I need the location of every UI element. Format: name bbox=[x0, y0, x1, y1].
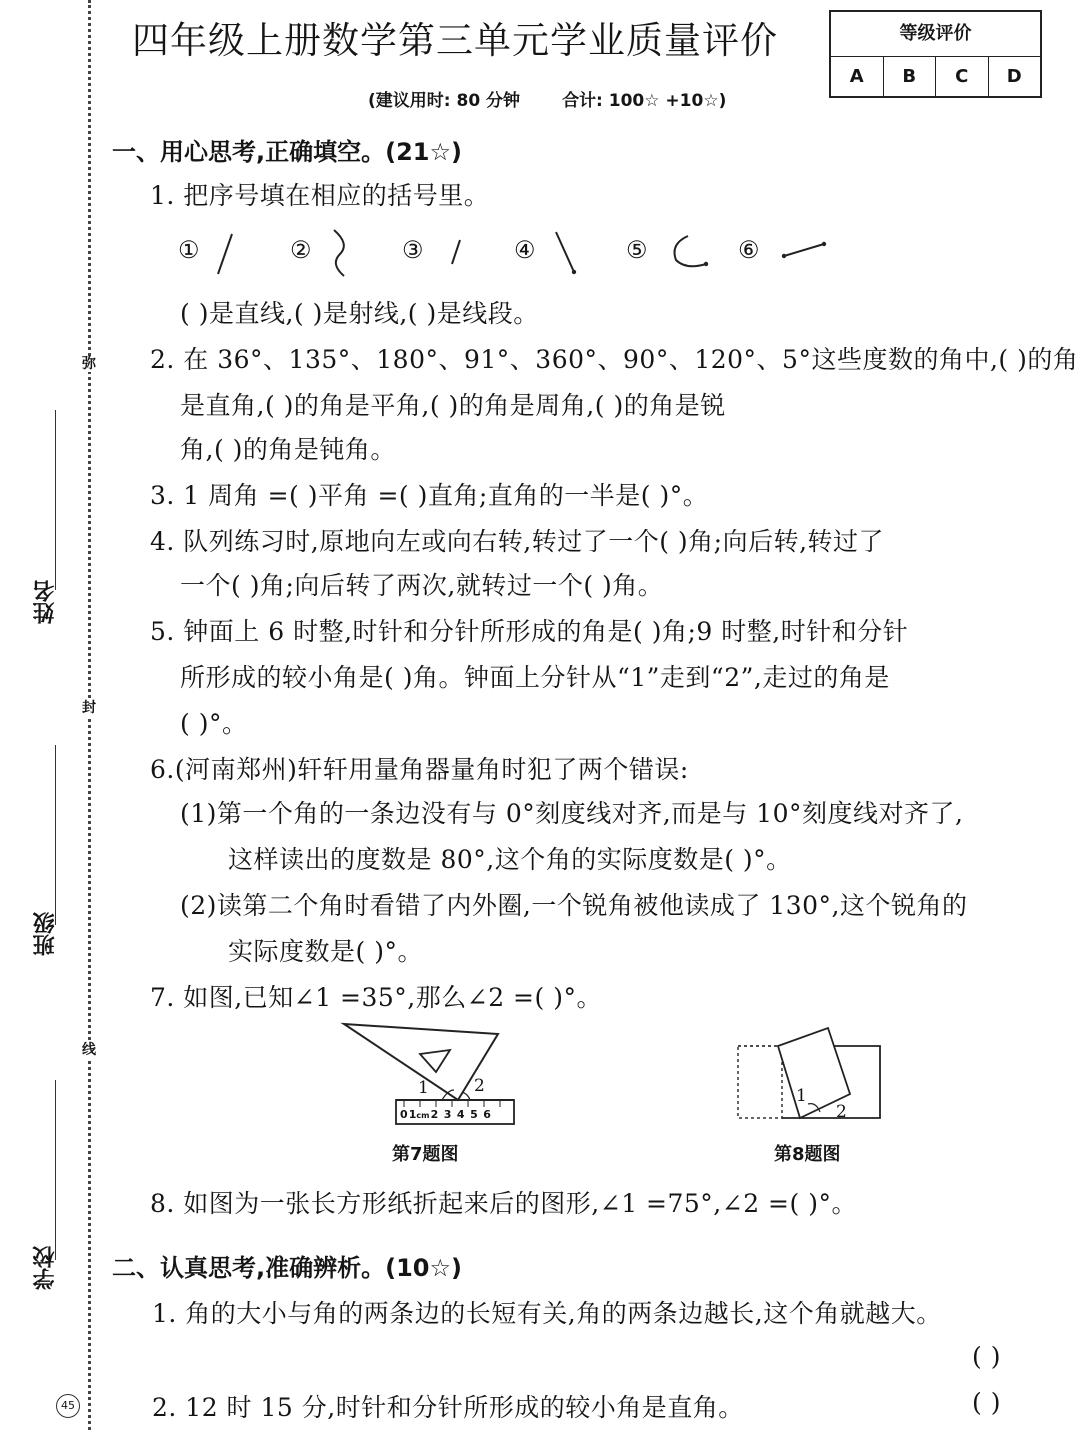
q6-part2-line1: (2)读第二个角时看错了内外圈,一个锐角被他读成了 130°,这个锐角的 bbox=[180, 891, 968, 920]
q1-option-4: ④ bbox=[514, 236, 536, 264]
grade-cell-a[interactable]: A bbox=[831, 57, 884, 97]
s2-q2-answer[interactable]: ( ) bbox=[972, 1388, 1001, 1417]
grade-cell-b[interactable]: B bbox=[884, 57, 937, 97]
grade-title: 等级评价 bbox=[831, 12, 1040, 57]
q1-prompt: 1. 把序号填在相应的括号里。 bbox=[150, 181, 490, 210]
q1-answer-line[interactable]: ( )是直线,( )是射线,( )是线段。 bbox=[180, 299, 539, 328]
q7-text[interactable]: 7. 如图,已知∠1 =35°,那么∠2 =( )°。 bbox=[150, 983, 602, 1012]
school-label: 学校 bbox=[33, 1246, 58, 1290]
seal-char-1: 弥 bbox=[79, 356, 99, 372]
q6-part2-line2[interactable]: 实际度数是( )°。 bbox=[228, 937, 423, 966]
q5-line2[interactable]: 所形成的较小角是( )角。钟面上分针从“1”走到“2”,走过的角是 bbox=[180, 663, 890, 692]
q6-part1-line1: (1)第一个角的一条边没有与 0°刻度线对齐,而是与 10°刻度线对齐了, bbox=[180, 799, 964, 828]
q1-option-2: ② bbox=[290, 236, 312, 264]
q1-option-5: ⑤ bbox=[626, 236, 648, 264]
ruler-tick: cm bbox=[416, 1111, 430, 1120]
ruler-tick: 2 bbox=[430, 1108, 439, 1121]
fig8-diagram bbox=[736, 1024, 886, 1124]
grade-cell-d[interactable]: D bbox=[1006, 66, 1022, 87]
q3-text[interactable]: 3. 1 周角 =( )平角 =( )直角;直角的一半是( )°。 bbox=[150, 481, 709, 510]
s2-q1-text: 1. 角的大小与角的两条边的长短有关,角的两条边越长,这个角就越大。 bbox=[152, 1299, 942, 1328]
exam-info bbox=[368, 86, 726, 111]
q5-line1[interactable]: 5. 钟面上 6 时整,时针和分针所形成的角是( )角;9 时整,时针和分针 bbox=[150, 617, 909, 646]
grade-box bbox=[829, 10, 1042, 98]
total-score: 合计: 100☆ +10☆) bbox=[562, 91, 727, 111]
q1-option-6: ⑥ bbox=[738, 236, 760, 264]
ruler-tick: 3 bbox=[443, 1108, 452, 1121]
seal-char-3: 线 bbox=[79, 1042, 99, 1058]
arc-icon bbox=[666, 234, 712, 270]
seal-char-2: 封 bbox=[79, 700, 99, 716]
fig7-ruler-labels bbox=[400, 1108, 491, 1121]
q5-line3[interactable]: ( )°。 bbox=[180, 709, 248, 738]
ruler-tick: 1 bbox=[408, 1108, 417, 1121]
q2-line1[interactable]: 2. 在 36°、135°、180°、91°、360°、90°、120°、5°这些度数的角中,( )的角 bbox=[150, 345, 1079, 374]
q6-part1-line2[interactable]: 这样读出的度数是 80°,这个角的实际度数是( )°。 bbox=[228, 845, 792, 874]
fig7-angle2-label: 2 bbox=[474, 1076, 485, 1096]
q6-intro: 6.(河南郑州)轩轩用量角器量角时犯了两个错误: bbox=[150, 755, 689, 784]
straight-line-icon bbox=[212, 232, 242, 276]
class-fill-line[interactable] bbox=[55, 745, 56, 925]
segment-icon bbox=[446, 238, 466, 268]
time-hint: (建议用时: 80 分钟 bbox=[368, 91, 521, 111]
q4-line1[interactable]: 4. 队列练习时,原地向左或向右转,转过了一个( )角;向后转,转过了 bbox=[150, 527, 885, 556]
ruler-tick: 0 bbox=[400, 1108, 408, 1121]
school-fill-line[interactable] bbox=[55, 1080, 56, 1260]
ruler-tick: 6 bbox=[483, 1108, 491, 1121]
q2-line3[interactable]: 角,( )的角是钝角。 bbox=[180, 435, 396, 464]
fig7-caption: 第7题图 bbox=[392, 1144, 459, 1165]
section2-heading: 二、认真思考,准确辨析。(10☆) bbox=[112, 1254, 462, 1282]
q1-option-1: ① bbox=[178, 236, 200, 264]
curve-line-icon bbox=[328, 228, 358, 278]
q1-option-3: ③ bbox=[402, 236, 424, 264]
name-label: 姓名 bbox=[33, 580, 58, 624]
fig8-caption: 第8题图 bbox=[774, 1144, 841, 1165]
s2-q2-text: 2. 12 时 15 分,时针和分针所形成的较小角是直角。 bbox=[152, 1393, 744, 1422]
name-fill-line[interactable] bbox=[55, 410, 56, 590]
q4-line2[interactable]: 一个( )角;向后转了两次,就转过一个( )角。 bbox=[180, 571, 664, 600]
q8-text[interactable]: 8. 如图为一张长方形纸折起来后的图形,∠1 =75°,∠2 =( )°。 bbox=[150, 1189, 857, 1218]
fig7-angle1-label: 1 bbox=[418, 1078, 429, 1098]
q2-line2[interactable]: 是直角,( )的角是平角,( )的角是周角,( )的角是锐 bbox=[180, 391, 726, 420]
segment-icon bbox=[780, 238, 830, 262]
fig8-angle1-label: 1 bbox=[796, 1086, 807, 1106]
section1-heading: 一、用心思考,正确填空。(21☆) bbox=[112, 138, 462, 166]
ruler-tick: 5 bbox=[470, 1108, 478, 1121]
ruler-tick: 4 bbox=[456, 1108, 465, 1121]
page-title: 四年级上册数学第三单元学业质量评价 bbox=[132, 19, 778, 62]
grade-cell-c[interactable]: C bbox=[936, 57, 989, 97]
ray-icon bbox=[552, 228, 582, 278]
fig8-angle2-label: 2 bbox=[836, 1102, 847, 1122]
page-number: 45 bbox=[56, 1394, 80, 1418]
s2-q1-answer[interactable]: ( ) bbox=[972, 1342, 1001, 1371]
class-label: 班级 bbox=[33, 912, 58, 956]
